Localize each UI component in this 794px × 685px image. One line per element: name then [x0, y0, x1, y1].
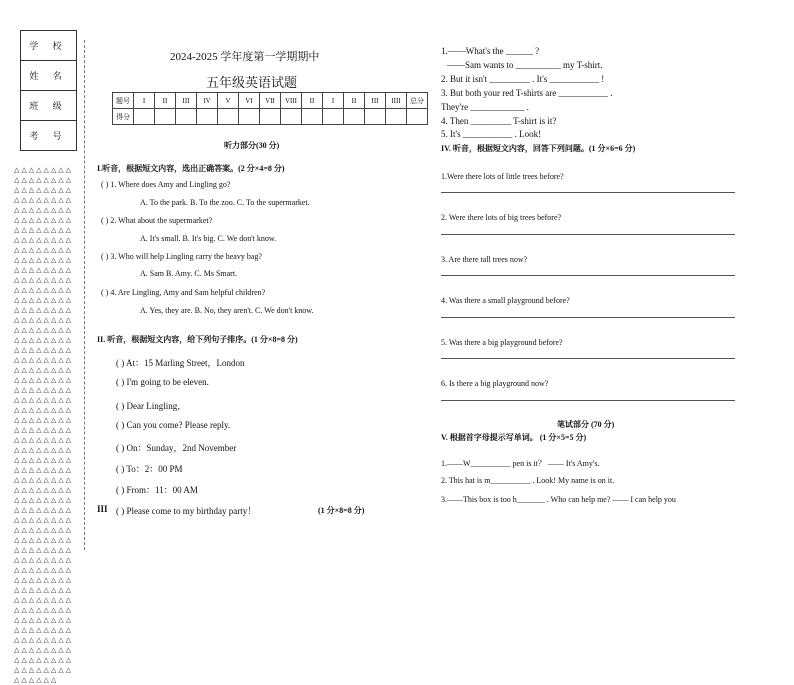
seal-line	[84, 40, 85, 550]
blank-2: 2. But it isn't _________ . It's ___________ !	[441, 74, 605, 84]
class-field-label: 班 级	[21, 91, 76, 121]
question-4-2: 2. Were there lots of big trees before?	[441, 213, 562, 222]
sentence-8: ( ) Please come to my birthday party！	[116, 506, 257, 516]
written-heading: 笔试部分 (70 分)	[557, 420, 615, 429]
score-table-score-row	[113, 109, 428, 125]
answer-line[interactable]	[441, 317, 735, 318]
question-4: ( ) 4. Are Lingling, Amy and Sam helpful children?	[101, 288, 266, 297]
sentence-3: ( ) Dear Lingling，	[116, 401, 187, 411]
exam-number-field-label: 考 号	[29, 131, 68, 141]
student-info-box	[20, 30, 77, 151]
section-1-title: I.听音，根据短文内容，选出正确答案。(2 分×4=8 分)	[97, 164, 285, 173]
score-table-cell: IV	[197, 93, 218, 109]
score-input-cell[interactable]	[407, 109, 428, 125]
score-table-cell: I	[323, 93, 344, 109]
sentence-7: ( ) From：11：00 AM	[116, 485, 198, 495]
section-4-title: IV. 听音，根据短文内容，回答下列问题。(1 分×6=6 分)	[441, 144, 636, 153]
score-table-cell: III	[176, 93, 197, 109]
score-input-cell[interactable]	[260, 109, 281, 125]
score-table-cell: I	[134, 93, 155, 109]
score-input-cell[interactable]	[239, 109, 260, 125]
question-1: ( ) 1. Where does Amy and Lingling go?	[101, 180, 231, 189]
question-4-1: 1.Were there lots of little trees before?	[441, 172, 564, 181]
score-table-header-row	[113, 93, 428, 109]
score-table-cell: II	[344, 93, 365, 109]
question-4-6: 6. Is there a big playground now?	[441, 379, 549, 388]
question-3: ( ) 3. Who will help Lingling carry the heavy bag?	[101, 252, 262, 261]
sentence-6: ( ) To：2：00 PM	[116, 464, 183, 474]
listening-heading: 听力部分(30 分)	[224, 141, 280, 150]
score-input-cell[interactable]	[176, 109, 197, 125]
question-3-options: A. Sam B. Amy. C. Ms Smart.	[140, 269, 238, 278]
score-input-cell[interactable]	[197, 109, 218, 125]
question-1-options: A. To the park. B. To the zoo. C. To the supermarket.	[140, 198, 310, 207]
section-2-title: II. 听音，根据短文内容，给下列句子排序。(1 分×8=8 分)	[97, 335, 298, 344]
sentence-1: ( ) At：15 Marling Street，London	[116, 358, 245, 368]
answer-line[interactable]	[441, 234, 735, 235]
sentence-5: ( ) On：Sunday，2nd November	[116, 443, 237, 453]
score-table-cell: VII	[260, 93, 281, 109]
seal-line-dots: △△△△△△△△△△△△△△△△△△△△△△△△△△△△△△△△△△△△△△△△△△△△△△△△△△△△△△△△△△△△△△△△△△△△△△△△△△△△△△△△△△△△△△△△△△△△△△△△△△△△△△△△△△△△△△△△△△△△△△△△△△△△△△△△△△△△△△△△△△△△△△△△△△△△△△△△△△△△△△△△△△△△△△△△△△△△△△△△△△△△△△△△△△△△△△△△△△△△△△△△△△△△△△△△△△△△△△△△△△△△△△△△△△△△△△△△△△△△△△△△△△△△△△△△△△△△△△△△△△△△△△△△△△△△△△△△△△△△△△△△△△△△△△△△△△△△△△△△△△△△△△△△△△△△△△△△△△△△△△△△△△△△△△△△△△△△△△△△△△△△△△△△△△△△△△△△△△△△△△△△△△△△△△△△△△△△△△△△△△△△△△△△△△△△△△△△△△△△△△△△△△△△△△△△△△△△△△	[14, 166, 74, 684]
score-input-cell[interactable]	[386, 109, 407, 125]
section-5-title: V. 根据首字母提示写单词。 (1 分×5=5 分)	[441, 433, 587, 442]
word-question-2: 2. This hat is m__________ . Look! My name is on it.	[441, 476, 615, 485]
score-table-cell: 总分	[407, 93, 428, 109]
question-4-4: 4. Was there a small playground before?	[441, 296, 570, 305]
blank-1: 1.——What's the ______ ?	[441, 46, 540, 56]
school-field-label: 学 校	[21, 31, 76, 61]
question-4-5: 5. Was there a big playground before?	[441, 338, 563, 347]
score-table-cell: II	[155, 93, 176, 109]
score-table-cell: V	[218, 93, 239, 109]
question-2-options: A. It's small. B. It's big. C. We don't know.	[140, 234, 277, 243]
word-question-1: 1.——W__________ pen is it？ —— It's Amy's.	[441, 459, 600, 468]
score-table-cell: III	[365, 93, 386, 109]
score-table-cell: 题号	[113, 93, 134, 109]
score-input-cell[interactable]	[218, 109, 239, 125]
question-4-3: 3. Are there tall trees now?	[441, 255, 528, 264]
blank-5: 5. It's ___________ . Look!	[441, 129, 542, 139]
blank-1-reply: ——Sam wants to __________ my T-shirt.	[447, 60, 603, 70]
score-input-cell[interactable]	[281, 109, 302, 125]
exam-year-title: 2024-2025 学年度第一学期期中	[170, 51, 320, 63]
score-input-cell[interactable]	[323, 109, 344, 125]
section-3-points: (1 分×8=8 分)	[318, 506, 365, 515]
sentence-2: ( ) I'm going to be eleven.	[116, 377, 209, 387]
score-input-cell[interactable]	[365, 109, 386, 125]
score-table	[112, 92, 428, 125]
answer-line[interactable]	[441, 275, 735, 276]
score-table-cell: VIII	[281, 93, 302, 109]
score-table-cell: 得分	[113, 109, 134, 125]
question-4-options: A. Yes, they are. B. No, they aren't. C. We don't know.	[140, 306, 314, 315]
score-input-cell[interactable]	[134, 109, 155, 125]
blank-3: 3. But both your red T-shirts are ___________ .	[441, 88, 613, 98]
section-3-label: III	[97, 504, 108, 514]
exam-subject-title: 五年级英语试题	[206, 75, 298, 90]
answer-line[interactable]	[441, 358, 735, 359]
score-input-cell[interactable]	[302, 109, 323, 125]
word-question-3: 3.——This box is too h_______ . Who can help me? —— I can help you	[441, 495, 676, 504]
question-2: ( ) 2. What about the supermarket?	[101, 216, 213, 225]
score-table-cell: VI	[239, 93, 260, 109]
score-table-cell: IIII	[386, 93, 407, 109]
blank-3-reply: They're ____________ .	[441, 102, 529, 112]
name-field-label: 姓 名	[21, 61, 76, 91]
blank-4: 4. Then _________ T-shirt is it?	[441, 116, 557, 126]
score-table-cell: II	[302, 93, 323, 109]
answer-line[interactable]	[441, 192, 735, 193]
score-input-cell[interactable]	[344, 109, 365, 125]
answer-line[interactable]	[441, 400, 735, 401]
sentence-4: ( ) Can you come? Please reply.	[116, 420, 231, 430]
score-input-cell[interactable]	[155, 109, 176, 125]
